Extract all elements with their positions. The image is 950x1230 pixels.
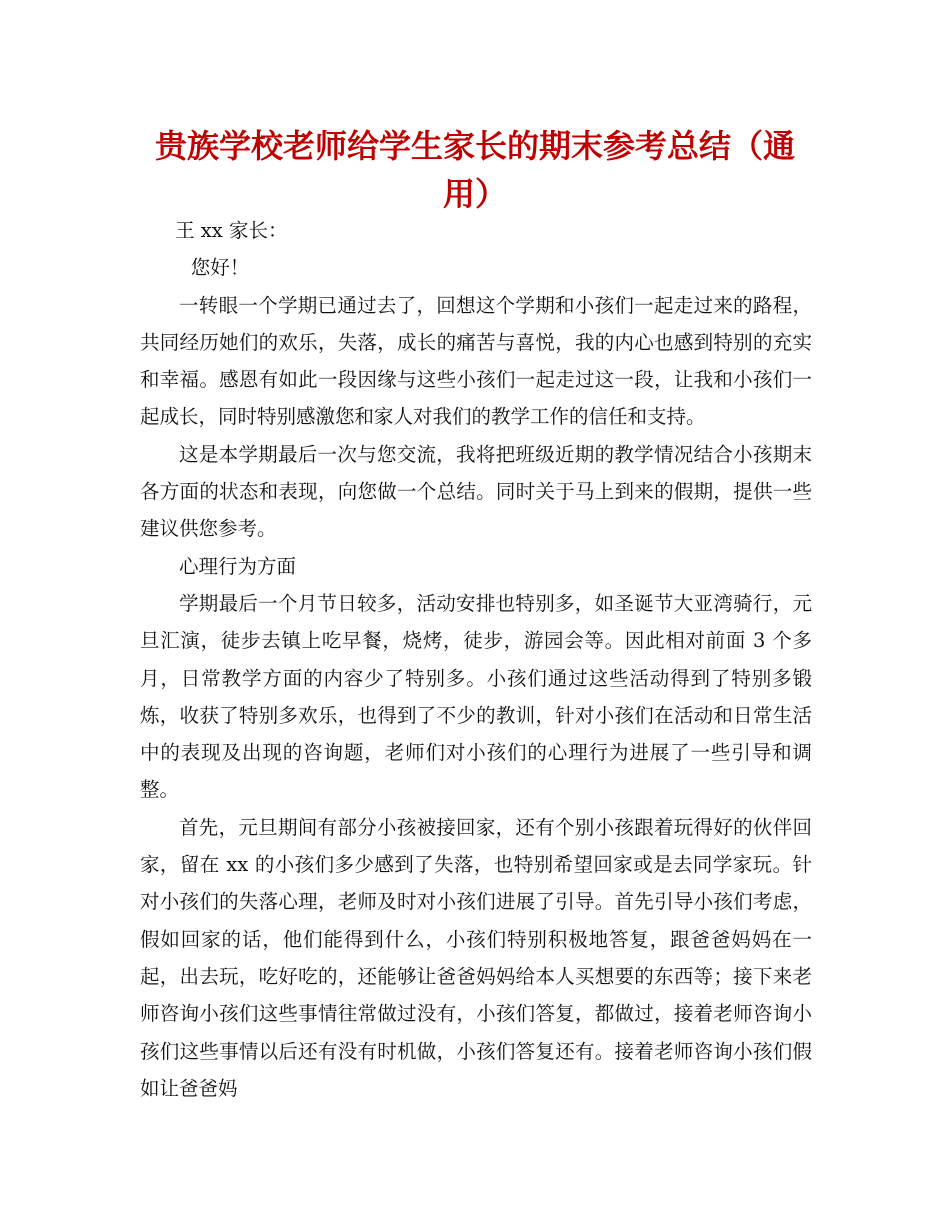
salutation: 王 xx 家长： [175,219,288,242]
document-title: 贵族学校老师给学生家长的期末参考总结（通用） [154,127,795,213]
paragraph-intro: 一转眼一个学期已通过去了，回想这个学期和小孩们一起走过来的路程，共同经历她们的欢乐，失落，成长的痛苦与喜悦，我的内心也感到特别的充实和幸福。感恩有如此一段因缘与这些小孩们一起走过这一段，让我和小孩们一起成长，同时特别感激您和家人对我们的教学工作的信任和支持。 [140,293,812,429]
section-heading: 心理行为方面 [179,554,297,578]
paragraph-new-year: 首先，元旦期间有部分小孩被接回家，还有个别小孩跟着玩得好的伙伴回家，留在 xx 的小孩们多少感到了失落，也特别希望回家或是去同学家玩。针对小孩们的失落心理，老师及时对小孩们进展了引导。首先引导小孩们考虑，假如回家的话，他们能得到什么，小孩们特别积极地答复，跟爸爸妈妈在一起，出去玩，吃好吃的，还能够让爸爸妈妈给本人买想要的东西等；接下来老师咨询小孩们这些事情往常做过没有，小孩们答复，都做过，接着老师咨询小孩们这些事情以后还有没有时机做，小孩们答复还有。接着老师咨询小孩们假如让爸爸妈 [140,815,812,1100]
document-body [140,212,812,1107]
paragraph-activities: 学期最后一个月节日较多，活动安排也特别多，如圣诞节大亚湾骑行，元旦汇演，徒步去镇上吃早餐，烧烤，徒步，游园会等。因此相对前面 3 个多月，日常教学方面的内容少了特别多。小孩们通过这些活动得到了特别多锻炼，收获了特别多欢乐，也得到了不少的教训，针对小孩们在活动和日常生活中的表现及出现的咨询题，老师们对小孩们的心理行为进展了一些引导和调整。 [140,591,812,802]
paragraph-summary: 这是本学期最后一次与您交流，我将把班级近期的教学情况结合小孩期末各方面的状态和表现，向您做一个总结。同时关于马上到来的假期，提供一些建议供您参考。 [140,442,812,541]
greeting: 您好！ [190,256,250,280]
